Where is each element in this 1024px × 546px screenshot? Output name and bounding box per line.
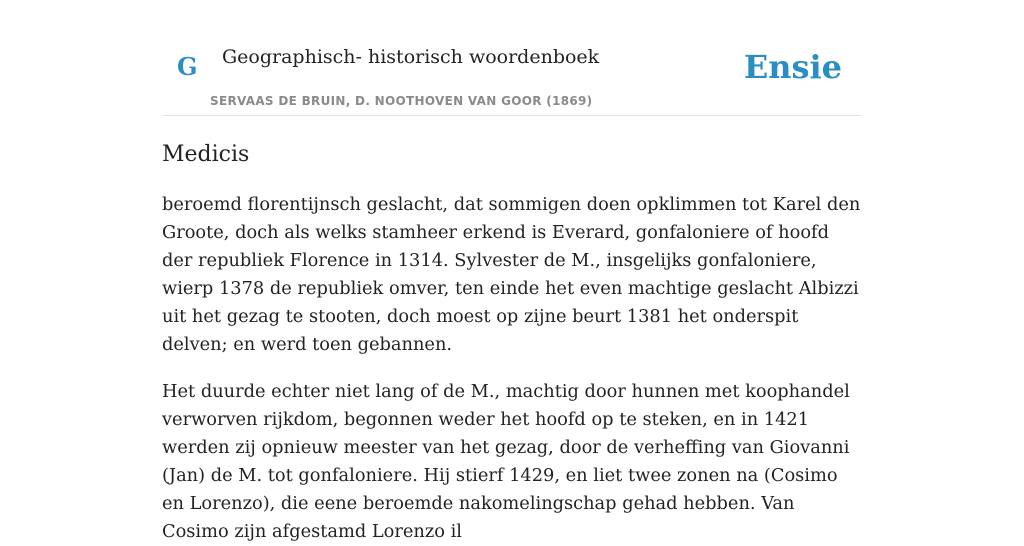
entry-paragraph: Het duurde echter niet lang of de M., machtig door hunnen met koophandel verworven rijkdom, begonnen weder het hoofd op te steken, en in 1421 werden zij opnieuw meester van het gezag, door de verheffing van Giovanni (Jan) de M. tot gonfaloniere. Hij stierf 1429, en liet twee zonen na (Cosimo en Lorenzo), die eene beroemde nakomelingschap gehad hebben. Van Cosimo zijn afgestamd Lorenzo il: [162, 381, 850, 543]
book-title-link[interactable]: Geographisch- historisch woordenboek: [222, 46, 600, 68]
book-meta: SERVAAS DE BRUIN, D. NOOTHOVEN VAN GOOR (1869): [210, 94, 593, 108]
entry-paragraph: beroemd florentijnsch geslacht, dat sommigen doen opklimmen tot Karel den Groote, doch als welks stamheer erkend is Everard, gonfaloniere of hoofd der republiek Florence in 1314. Sylvester de M., insgelijks gonfaloniere, wierp 1378 de republiek omver, ten einde het even machtige geslacht Albizzi uit het gezag te stooten, doch moest op zijne beurt 1381 het onderspit delven; en werd toen gebannen.: [162, 194, 861, 356]
page: [162, 0, 862, 546]
brand-logo-link[interactable]: Ensie: [743, 48, 842, 86]
entry-title: Medicis: [162, 142, 250, 167]
book-logo-icon[interactable]: G: [177, 52, 198, 81]
entry-body: [162, 191, 862, 546]
header: [162, 0, 862, 116]
